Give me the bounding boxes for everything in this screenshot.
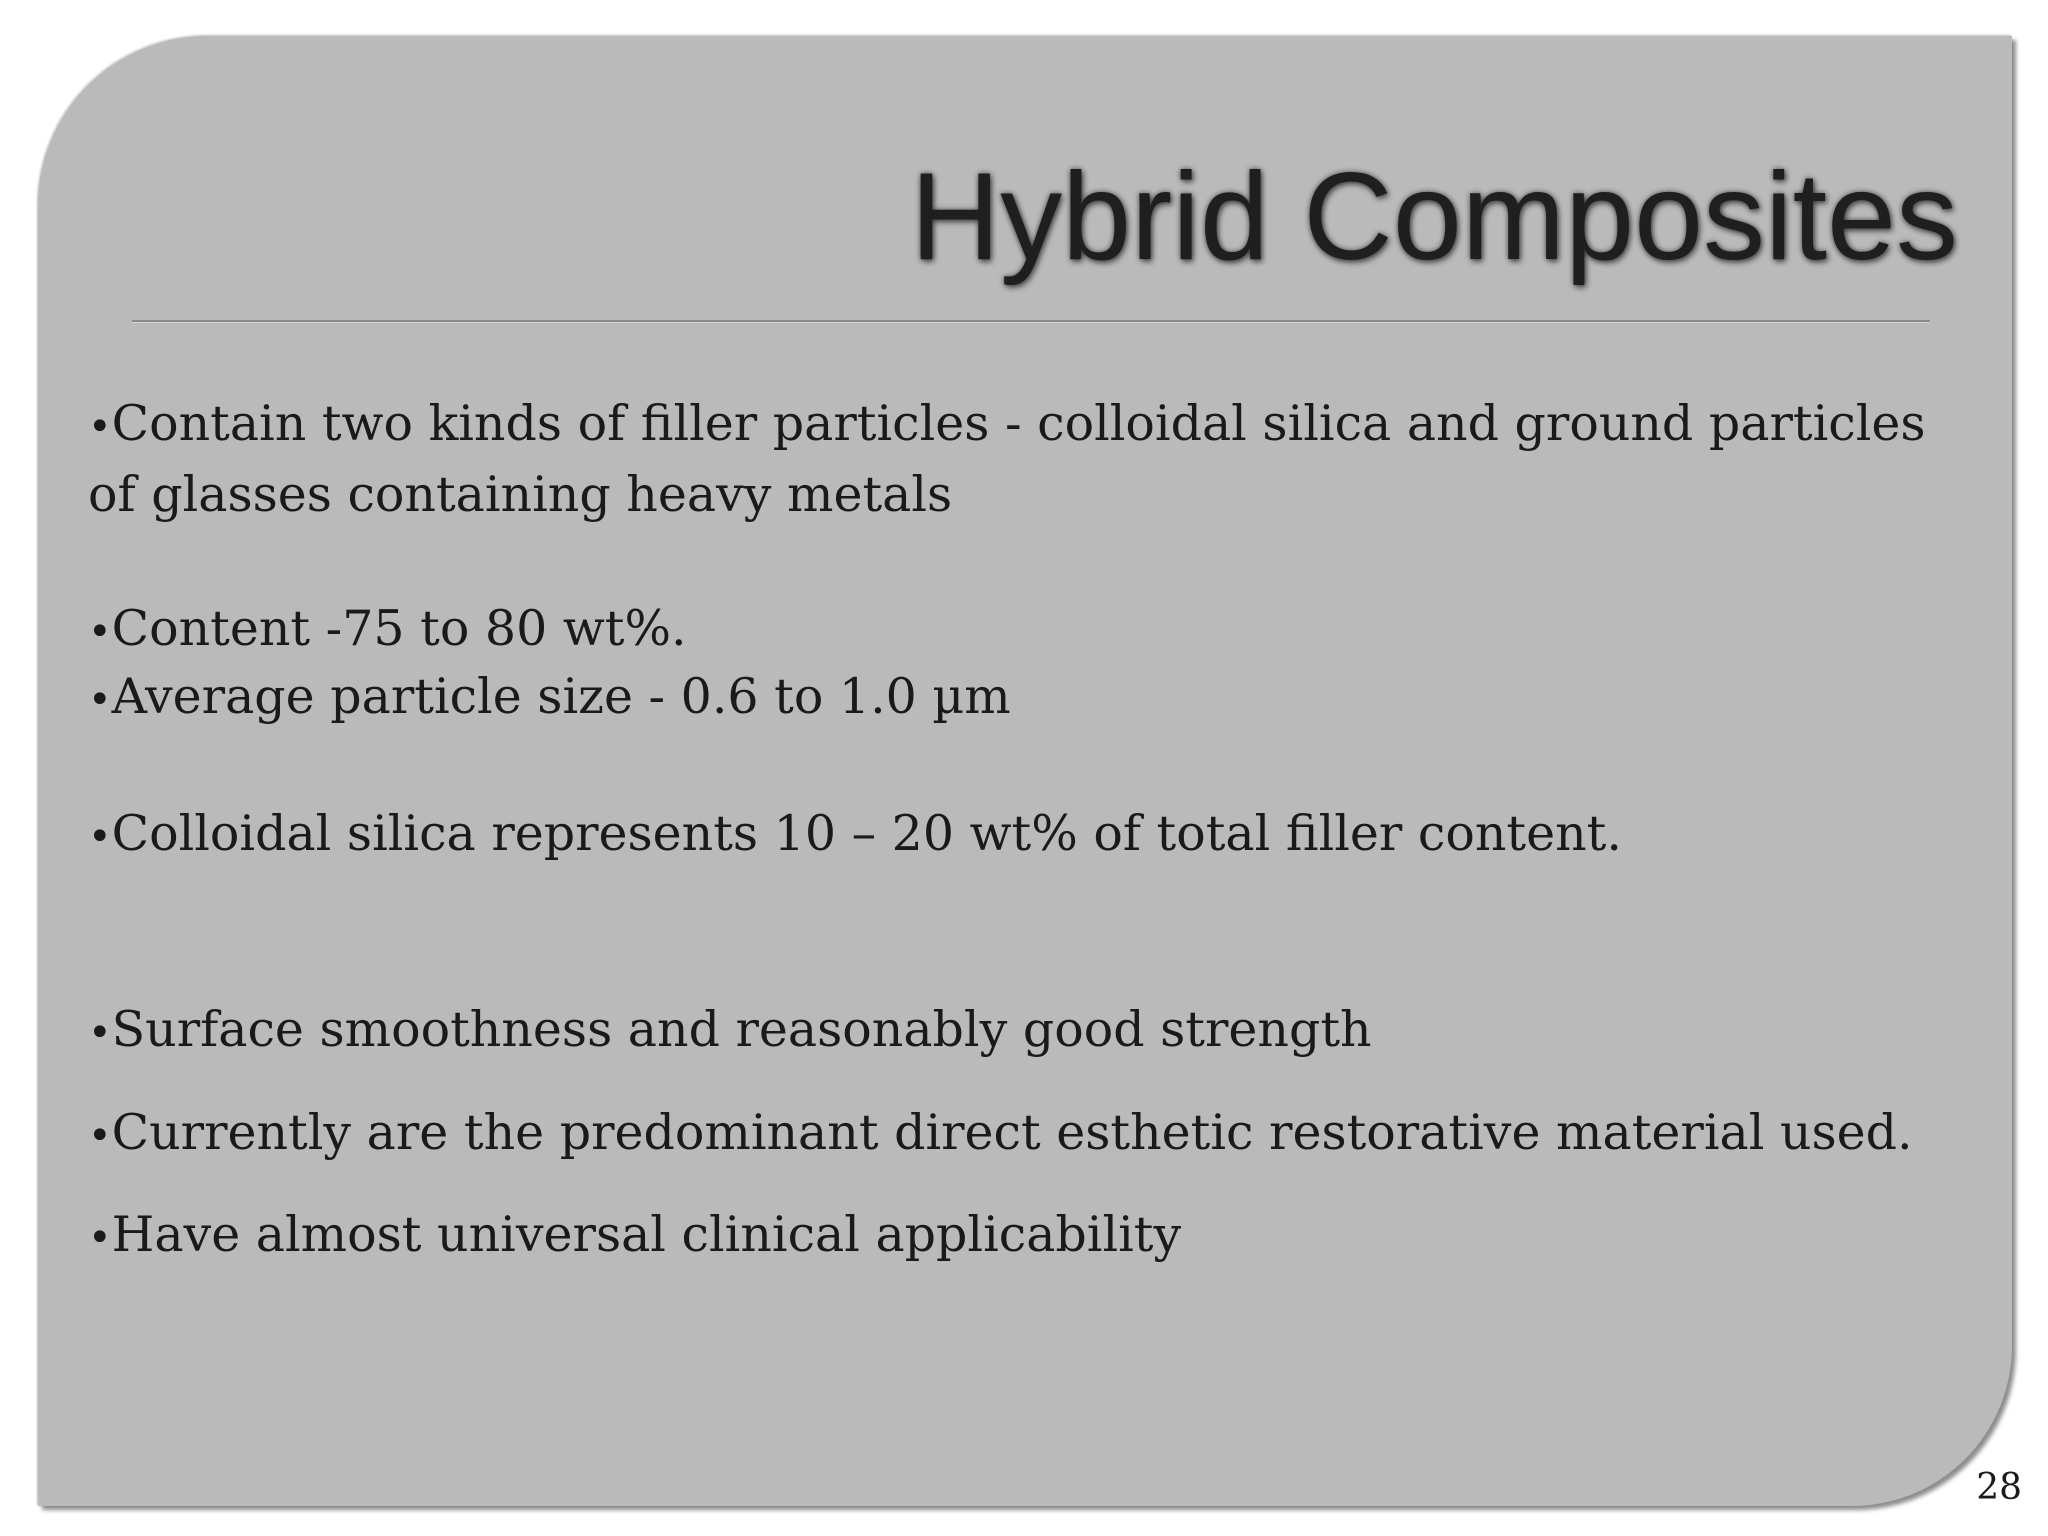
bullet-dot: •: [88, 814, 112, 860]
bullet-dot: •: [88, 1215, 112, 1261]
bullet-text: Currently are the predominant direct esthetic restorative material used.: [111, 1104, 1913, 1161]
page-number: 28: [1976, 1467, 2022, 1508]
bullet-dot: •: [88, 677, 112, 723]
bullet-dot: •: [88, 609, 112, 655]
bullet-text: Contain two kinds of filler particles - colloidal silica and ground particles of glasses containing heavy metals: [88, 395, 1926, 523]
bullet-item-filler-particles: [88, 390, 1928, 529]
bullet-item-clinical-applicability: [88, 1201, 1928, 1272]
bullet-text: Surface smoothness and reasonably good strength: [111, 1001, 1372, 1058]
slide-title: Hybrid Composites: [910, 148, 1958, 286]
bullet-dot: •: [88, 404, 112, 450]
bullet-item-particle-size: [88, 663, 1928, 734]
title-divider: [132, 320, 1930, 323]
bullet-text: Have almost universal clinical applicability: [111, 1206, 1182, 1263]
bullet-dot: •: [88, 1113, 112, 1159]
bullet-text: Average particle size - 0.6 to 1.0 µm: [111, 668, 1011, 725]
bullet-item-colloidal-silica: [88, 800, 1928, 871]
bullet-item-content: [88, 595, 1928, 666]
bullet-item-surface-smoothness: [88, 996, 1928, 1067]
bullet-text: Content -75 to 80 wt%.: [111, 600, 687, 657]
bullet-item-predominant-material: [88, 1099, 1928, 1170]
bullet-dot: •: [88, 1010, 112, 1056]
bullet-text: Colloidal silica represents 10 – 20 wt% of total filler content.: [111, 805, 1622, 862]
